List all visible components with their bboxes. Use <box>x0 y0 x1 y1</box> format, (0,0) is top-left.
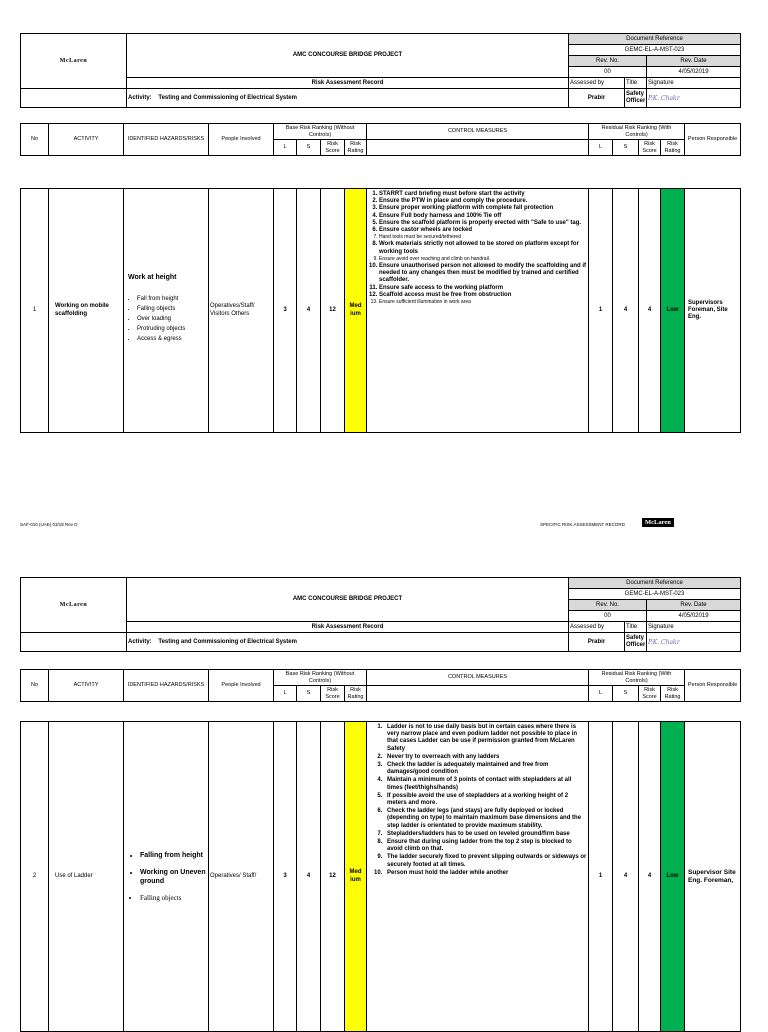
rev-no-label: Rev. No. <box>569 56 647 67</box>
row-activity: Working on mobile scaffolding <box>49 189 124 433</box>
rev-no-value: 00 <box>569 67 647 78</box>
col-r-risk-rating: Risk Rating <box>661 686 685 702</box>
row-person: Supervisor Site Eng. Foreman, <box>685 722 741 1032</box>
row-score: 12 <box>321 722 345 1032</box>
control-measure-item: 1. STARRT card briefing must before start the activity <box>379 191 587 198</box>
col-activity: ACTIVITY <box>49 124 124 156</box>
signature-image: P.K. Chakr <box>647 633 741 652</box>
row-r-l: 1 <box>589 722 613 1032</box>
col-base-ranking: Base Risk Ranking (Without Controls) <box>274 124 367 140</box>
control-measure-item: 10. Person must hold the ladder while another <box>384 870 587 877</box>
row-s: 4 <box>297 189 321 433</box>
row-r-score: 4 <box>639 189 661 433</box>
document-header-page2 <box>20 577 741 652</box>
control-measure-item: 11. Ensure safe access to the working platform <box>379 285 587 292</box>
row-activity: Use of Ladder <box>49 722 124 1032</box>
col-activity: ACTIVITY <box>49 670 124 702</box>
col-person: Person Responsible <box>685 670 741 702</box>
control-measure-item: 2. Never try to overreach with any ladders <box>384 754 587 761</box>
col-s: S <box>297 686 321 702</box>
col-r-l: L <box>589 140 613 156</box>
row-hazards <box>124 189 209 433</box>
hazard-title: Work at height <box>128 274 177 282</box>
control-measure-item: 3. Check the ladder is adequately maintained and free from damages/good condition <box>384 762 587 776</box>
doc-ref-value: GEMC-EL-A-MST-023 <box>569 45 741 56</box>
footer-form-code: SAF-010 (UAE) 03/18 Rev D <box>20 522 78 527</box>
project-title: AMC CONCOURSE BRIDGE PROJECT <box>127 34 569 78</box>
row-r-rating: Low <box>661 189 685 433</box>
col-r-l: L <box>589 686 613 702</box>
col-person: Person Responsible <box>685 124 741 156</box>
row-people: Operatives/Staff/ Visitors Others <box>209 189 274 433</box>
rev-date-value: 4/05/02019 <box>647 67 741 78</box>
hazard-item: • Over loading <box>137 316 207 323</box>
record-title: Risk Assessment Record <box>127 622 569 633</box>
hazard-item: • Fall from height <box>137 296 207 303</box>
row-l: 3 <box>274 722 297 1032</box>
document-header <box>20 33 741 108</box>
control-measure-item: 8. Work materials strictly not allowed to be stored on platform except for working tools <box>379 241 587 255</box>
col-risk-rating: Risk Rating <box>345 140 367 156</box>
title-label: Title <box>625 622 647 633</box>
control-measure-item: 4. Ensure Full body harness and 100% Tie off <box>379 213 587 220</box>
control-measure-item: 9. The ladder securely fixed to prevent slipping outwards or sideways or securely footed at all times. <box>384 854 587 868</box>
doc-ref-label: Document Reference <box>569 34 741 45</box>
row-r-s: 4 <box>613 722 639 1032</box>
hazard-list <box>128 296 207 344</box>
hazard-item: • Falling objects <box>140 894 207 903</box>
rev-date-value: 4/05/02019 <box>647 611 741 622</box>
col-r-s: S <box>613 686 639 702</box>
footer-logo: McLaren <box>642 518 674 527</box>
control-measure-item: 6. Ensure castor wheels are locked <box>379 227 587 234</box>
row-people: Operatives/ Staff/ <box>209 722 274 1032</box>
hazard-item: • Access & egress <box>137 336 207 343</box>
mclaren-logo: McLaren <box>21 34 127 89</box>
title-label: Title <box>625 78 647 89</box>
assessed-by-label: Assessed by <box>569 78 625 89</box>
col-control: CONTROL MEASURES <box>367 124 589 140</box>
row-r-l: 1 <box>589 189 613 433</box>
row-person: Supervisors Foreman, Site Eng. <box>685 189 741 433</box>
control-measure-item: 6. Check the ladder legs (and stays) are fully deployed or locked (depending on type) to maintain maximum base dimensions and the step ladder is orientated to provide maximum stability. <box>384 808 587 830</box>
control-measure-item: 7. Hand tools must be secured/tethered <box>379 234 587 241</box>
rev-no-value: 00 <box>569 611 647 622</box>
rev-date-label: Rev. Date <box>647 56 741 67</box>
col-residual-ranking: Residual Risk Ranking (With Controls) <box>589 670 685 686</box>
col-r-risk-score: Risk Score <box>639 140 661 156</box>
hazard-list <box>126 851 207 903</box>
record-title: Risk Assessment Record <box>127 78 569 89</box>
col-people: People Involved <box>209 124 274 156</box>
column-header-row-page2 <box>20 669 741 702</box>
signature-image: P.K. Chakr <box>647 89 741 108</box>
row-score: 12 <box>321 189 345 433</box>
hazard-item: • Falling from height <box>140 851 207 860</box>
control-measure-item: 2. Ensure the PTW in place and comply the procedure. <box>379 198 587 205</box>
control-measure-item: 7. Stepladders/ladders has to be used on leveled ground/firm base <box>384 831 587 838</box>
col-risk-rating: Risk Rating <box>345 686 367 702</box>
col-s: S <box>297 140 321 156</box>
control-measure-item: 4. Maintain a minimum of 3 points of contact with stepladders at all times (feet/thighs/hands) <box>384 777 587 791</box>
col-l: L <box>274 140 297 156</box>
control-measure-item: 3. Ensure proper working platform with complete fall protection <box>379 205 587 212</box>
project-title: AMC CONCOURSE BRIDGE PROJECT <box>127 578 569 622</box>
rev-no-label: Rev. No. <box>569 600 647 611</box>
row-hazards <box>124 722 209 1032</box>
row-controls <box>367 189 589 433</box>
doc-ref-value: GEMC-EL-A-MST-023 <box>569 589 741 600</box>
title-value: Safety Officer <box>625 89 647 108</box>
activity-line: Activity: Testing and Commissioning of Electrical System <box>127 89 569 108</box>
assessed-by-value: Prabir <box>569 633 625 652</box>
rev-date-label: Rev. Date <box>647 600 741 611</box>
control-measure-item: 9. Ensure avoid over reaching and climb on handrail. <box>379 256 587 263</box>
col-no: No <box>21 670 49 702</box>
row-no: 2 <box>21 722 49 1032</box>
footer-record-title: SPECIFIC RISK ASSESSMENT RECORD <box>540 522 625 527</box>
mclaren-logo: McLaren <box>21 578 127 633</box>
col-people: People Involved <box>209 670 274 702</box>
row-s: 4 <box>297 722 321 1032</box>
col-control: CONTROL MEASURES <box>367 670 589 686</box>
control-measure-item: 8. Ensure that during using ladder from the top 2 step is blocked to avoid climb on that. <box>384 839 587 853</box>
signature-label: Signature <box>647 78 741 89</box>
doc-ref-label: Document Reference <box>569 578 741 589</box>
control-list <box>368 191 587 306</box>
col-base-ranking: Base Risk Ranking (Without Controls) <box>274 670 367 686</box>
col-risk-score: Risk Score <box>321 140 345 156</box>
control-measure-item: 10. Ensure unauthorised person not allowed to modify the scaffolding and if needed to any changes then must be modified by trained and certified scaffolder. <box>379 263 587 285</box>
control-measure-item: 1. Ladder is not to use daily basis but in certain cases where there is very narrow place and even podium ladder not possible to place in that cases Ladder can be use if permission granted from McLaren Safety <box>384 724 587 753</box>
col-r-s: S <box>613 140 639 156</box>
row-r-s: 4 <box>613 189 639 433</box>
col-r-risk-score: Risk Score <box>639 686 661 702</box>
col-hazards: IDENTIFIED HAZARDS/RISKS <box>124 670 209 702</box>
col-l: L <box>274 686 297 702</box>
row-rating: Med ium <box>345 189 367 433</box>
activity-line: Activity: Testing and Commissioning of Electrical System <box>127 633 569 652</box>
column-header-row <box>20 123 741 156</box>
assessed-by-label: Assessed by <box>569 622 625 633</box>
hazard-item: • Falling objects <box>137 306 207 313</box>
control-measure-item: 12. Scaffold access must be free from obstruction <box>379 292 587 299</box>
col-residual-ranking: Residual Risk Ranking (With Controls) <box>589 124 685 140</box>
row-rating: Med ium <box>345 722 367 1032</box>
assessed-by-value: Prabir <box>569 89 625 108</box>
row-r-score: 4 <box>639 722 661 1032</box>
table-row <box>20 188 741 433</box>
title-value: Safety Officer <box>625 633 647 652</box>
control-measure-item: 5. If possible avoid the use of stepladders at a working height of 2 meters and more. <box>384 793 587 807</box>
table-row <box>20 721 741 1032</box>
col-r-risk-rating: Risk Rating <box>661 140 685 156</box>
row-controls <box>367 722 589 1032</box>
col-risk-score: Risk Score <box>321 686 345 702</box>
col-hazards: IDENTIFIED HAZARDS/RISKS <box>124 124 209 156</box>
control-list <box>368 724 587 877</box>
row-no: 1 <box>21 189 49 433</box>
signature-label: Signature <box>647 622 741 633</box>
row-r-rating: Low <box>661 722 685 1032</box>
control-measure-item: 13. Ensure sufficient illumination in work area <box>379 299 587 306</box>
control-measure-item: 5. Ensure the scaffold platform is properly erected with "Safe to use" tag. <box>379 220 587 227</box>
row-l: 3 <box>274 189 297 433</box>
hazard-item: • Working on Uneven ground <box>140 868 207 886</box>
hazard-item: • Protruding objects <box>137 326 207 333</box>
col-no: No <box>21 124 49 156</box>
